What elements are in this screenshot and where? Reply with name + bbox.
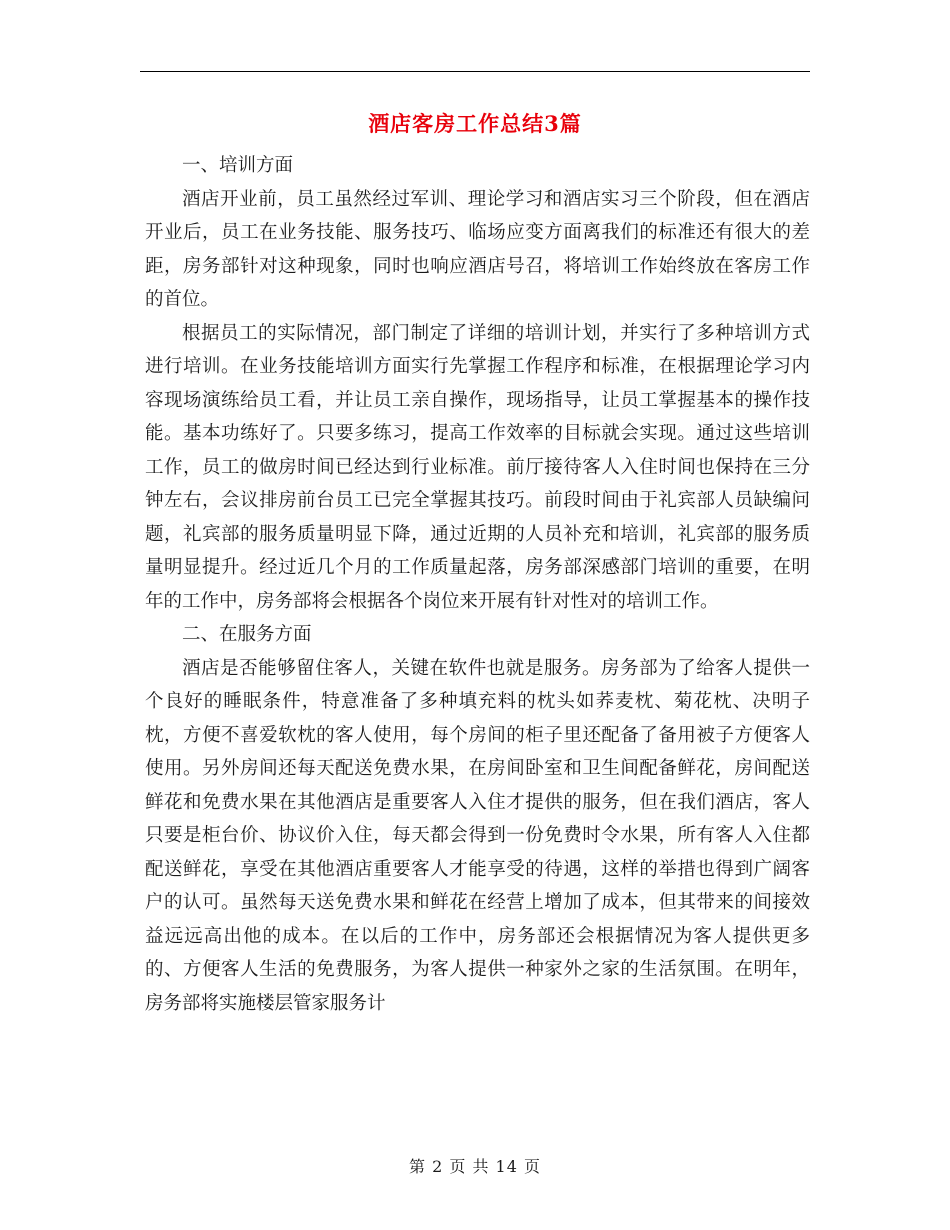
paragraph: 酒店是否能够留住客人，关键在软件也就是服务。房务部为了给客人提供一个良好的睡眠条件，特意准备了多种填充料的枕头如荞麦枕、菊花枕、决明子枕，方便不喜爱软枕的客人使用，每个房间的柜子里还配备了备用被子方便客人使用。另外房间还每天配送免费水果，在房间卧室和卫生间配备鲜花，房间配送鲜花和免费水果在其他酒店是重要客人入住才提供的服务，但在我们酒店，客人只要是柜台价、协议价入住，每天都会得到一份免费时令水果，所有客人入住都配送鲜花，享受在其他酒店重要客人才能享受的待遇，这样的举措也得到广阔客户的认可。虽然每天送免费水果和鲜花在经营上增加了成本，但其带来的间接效益远远高出他的成本。在以后的工作中，房务部还会根据情况为客人提供更多的、方便客人生活的免费服务，为客人提供一种家外之家的生活氛围。在明年，房务部将实施楼层管家服务计 (145, 657, 810, 1014)
header-rule (140, 71, 810, 72)
paragraph: 根据员工的实际情况，部门制定了详细的培训计划，并实行了多种培训方式进行培训。在业务技能培训方面实行先掌握工作程序和标准，在根据理论学习内容现场演练给员工看，并让员工亲自操作，现场指导，让员工掌握基本的操作技能。基本功练好了。只要多练习，提高工作效率的目标就会实现。通过这些培训工作，员工的做房时间已经达到行业标准。前厅接待客人入住时间也保持在三分钟左右，会议排房前台员工已完全掌握其技巧。前段时间由于礼宾部人员缺编问题，礼宾部的服务质量明显下降，通过近期的人员补充和培训，礼宾部的服务质量明显提升。经过近几个月的工作质量起落，房务部深感部门培训的重要，在明年的工作中，房务部将会根据各个岗位来开展有针对性对的培训工作。 (145, 322, 810, 612)
document-body (145, 149, 810, 1020)
page-number: 第 2 页 共 14 页 (409, 1157, 541, 1176)
section-heading-service: 二、在服务方面 (182, 624, 312, 645)
document-title: 酒店客房工作总结3篇 (368, 111, 582, 136)
section-heading-training: 一、培训方面 (182, 155, 294, 176)
paragraph: 酒店开业前，员工虽然经过军训、理论学习和酒店实习三个阶段，但在酒店开业后，员工在业务技能、服务技巧、临场应变方面离我们的标准还有很大的差距，房务部针对这种现象，同时也响应酒店号召，将培训工作始终放在客房工作的首位。 (145, 188, 810, 310)
